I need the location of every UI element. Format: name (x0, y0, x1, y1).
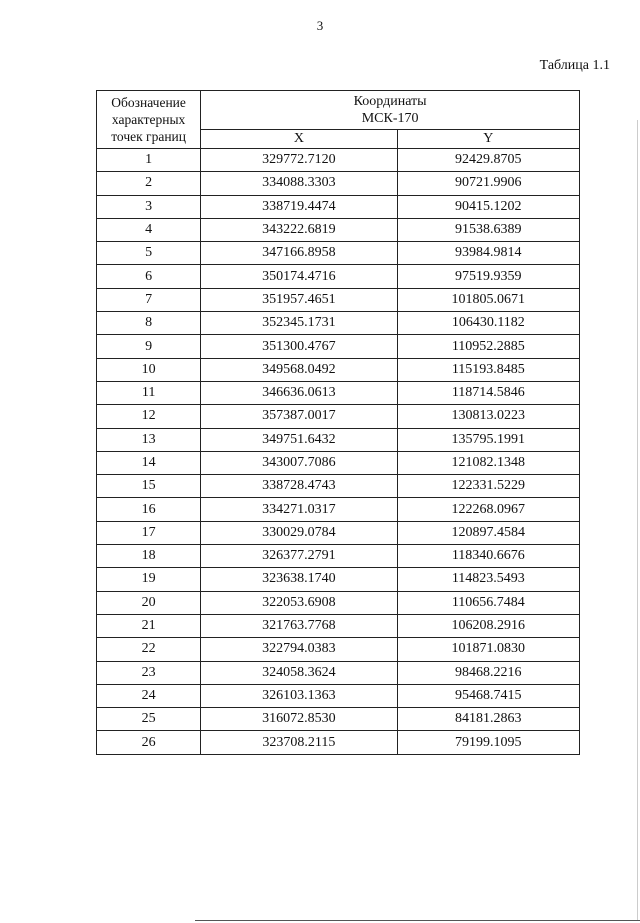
y-coordinate-cell: 90415.1202 (397, 195, 579, 218)
table-row (97, 288, 580, 311)
table-row (97, 428, 580, 451)
x-coordinate-cell: 347166.8958 (201, 242, 397, 265)
x-coordinate-cell: 349751.6432 (201, 428, 397, 451)
point-number-cell: 9 (97, 335, 201, 358)
x-coordinate-cell: 334088.3303 (201, 172, 397, 195)
point-number-cell: 20 (97, 591, 201, 614)
y-coordinate-cell: 106430.1182 (397, 312, 579, 335)
point-number-cell: 13 (97, 428, 201, 451)
y-coordinate-cell: 120897.4584 (397, 521, 579, 544)
x-coordinate-cell: 326103.1363 (201, 684, 397, 707)
x-coordinate-cell: 329772.7120 (201, 149, 397, 172)
scan-edge-right (637, 120, 638, 920)
header-designation-line: Обозначение (111, 95, 186, 110)
point-number-cell: 25 (97, 708, 201, 731)
point-number-cell: 15 (97, 475, 201, 498)
point-number-cell: 24 (97, 684, 201, 707)
point-number-cell: 18 (97, 545, 201, 568)
y-coordinate-cell: 106208.2916 (397, 614, 579, 637)
table-row (97, 195, 580, 218)
y-coordinate-cell: 79199.1095 (397, 731, 579, 754)
header-designation-line: характерных (111, 112, 186, 127)
x-coordinate-cell: 316072.8530 (201, 708, 397, 731)
scan-edge-bottom (195, 920, 640, 921)
table-row (97, 591, 580, 614)
x-coordinate-cell: 352345.1731 (201, 312, 397, 335)
header-coordinates (201, 91, 580, 130)
x-coordinate-cell: 350174.4716 (201, 265, 397, 288)
x-coordinate-cell: 338728.4743 (201, 475, 397, 498)
header-y: Y (397, 130, 579, 149)
y-coordinate-cell: 118340.6676 (397, 545, 579, 568)
point-number-cell: 11 (97, 381, 201, 404)
y-coordinate-cell: 110952.2885 (397, 335, 579, 358)
point-number-cell: 26 (97, 731, 201, 754)
x-coordinate-cell: 323638.1740 (201, 568, 397, 591)
table-row (97, 218, 580, 241)
x-coordinate-cell: 324058.3624 (201, 661, 397, 684)
header-designation (97, 91, 201, 149)
table-row (97, 381, 580, 404)
table-row (97, 312, 580, 335)
point-number-cell: 4 (97, 218, 201, 241)
table-caption: Таблица 1.1 (539, 58, 610, 73)
y-coordinate-cell: 114823.5493 (397, 568, 579, 591)
y-coordinate-cell: 115193.8485 (397, 358, 579, 381)
point-number-cell: 3 (97, 195, 201, 218)
point-number-cell: 23 (97, 661, 201, 684)
table-row (97, 358, 580, 381)
table-row (97, 149, 580, 172)
x-coordinate-cell: 322794.0383 (201, 638, 397, 661)
header-coordinates-line: Координаты (353, 94, 427, 109)
x-coordinate-cell: 343007.7086 (201, 451, 397, 474)
y-coordinate-cell: 130813.0223 (397, 405, 579, 428)
table-row (97, 614, 580, 637)
x-coordinate-cell: 338719.4474 (201, 195, 397, 218)
x-coordinate-cell: 357387.0017 (201, 405, 397, 428)
y-coordinate-cell: 93984.9814 (397, 242, 579, 265)
x-coordinate-cell: 334271.0317 (201, 498, 397, 521)
y-coordinate-cell: 97519.9359 (397, 265, 579, 288)
header-x: X (201, 130, 397, 149)
header-designation-line: точек границ (111, 129, 186, 144)
y-coordinate-cell: 92429.8705 (397, 149, 579, 172)
point-number-cell: 14 (97, 451, 201, 474)
table-row (97, 475, 580, 498)
x-coordinate-cell: 322053.6908 (201, 591, 397, 614)
x-coordinate-cell: 351300.4767 (201, 335, 397, 358)
y-coordinate-cell: 122268.0967 (397, 498, 579, 521)
x-coordinate-cell: 351957.4651 (201, 288, 397, 311)
x-coordinate-cell: 321763.7768 (201, 614, 397, 637)
point-number-cell: 21 (97, 614, 201, 637)
table-body (97, 149, 580, 755)
y-coordinate-cell: 101871.0830 (397, 638, 579, 661)
table-row (97, 335, 580, 358)
y-coordinate-cell: 135795.1991 (397, 428, 579, 451)
table-row (97, 498, 580, 521)
table-row (97, 545, 580, 568)
coordinates-table (96, 90, 580, 755)
y-coordinate-cell: 122331.5229 (397, 475, 579, 498)
y-coordinate-cell: 95468.7415 (397, 684, 579, 707)
point-number-cell: 16 (97, 498, 201, 521)
y-coordinate-cell: 91538.6389 (397, 218, 579, 241)
point-number-cell: 19 (97, 568, 201, 591)
point-number-cell: 12 (97, 405, 201, 428)
page-number: 3 (316, 18, 324, 33)
x-coordinate-cell: 326377.2791 (201, 545, 397, 568)
y-coordinate-cell: 98468.2216 (397, 661, 579, 684)
x-coordinate-cell: 330029.0784 (201, 521, 397, 544)
y-coordinate-cell: 101805.0671 (397, 288, 579, 311)
x-coordinate-cell: 346636.0613 (201, 381, 397, 404)
point-number-cell: 5 (97, 242, 201, 265)
point-number-cell: 6 (97, 265, 201, 288)
table-row (97, 521, 580, 544)
table-row (97, 265, 580, 288)
table-row (97, 661, 580, 684)
table-row (97, 405, 580, 428)
header-coordinates-line: МСК-170 (361, 111, 419, 126)
y-coordinate-cell: 84181.2863 (397, 708, 579, 731)
table-row (97, 638, 580, 661)
point-number-cell: 22 (97, 638, 201, 661)
y-coordinate-cell: 90721.9906 (397, 172, 579, 195)
table-row (97, 242, 580, 265)
x-coordinate-cell: 349568.0492 (201, 358, 397, 381)
point-number-cell: 1 (97, 149, 201, 172)
y-coordinate-cell: 121082.1348 (397, 451, 579, 474)
table-row (97, 731, 580, 754)
y-coordinate-cell: 110656.7484 (397, 591, 579, 614)
point-number-cell: 2 (97, 172, 201, 195)
y-coordinate-cell: 118714.5846 (397, 381, 579, 404)
table-row (97, 451, 580, 474)
point-number-cell: 7 (97, 288, 201, 311)
table-row (97, 708, 580, 731)
point-number-cell: 17 (97, 521, 201, 544)
point-number-cell: 8 (97, 312, 201, 335)
x-coordinate-cell: 323708.2115 (201, 731, 397, 754)
x-coordinate-cell: 343222.6819 (201, 218, 397, 241)
table-row (97, 568, 580, 591)
table-row (97, 684, 580, 707)
table-row (97, 172, 580, 195)
point-number-cell: 10 (97, 358, 201, 381)
